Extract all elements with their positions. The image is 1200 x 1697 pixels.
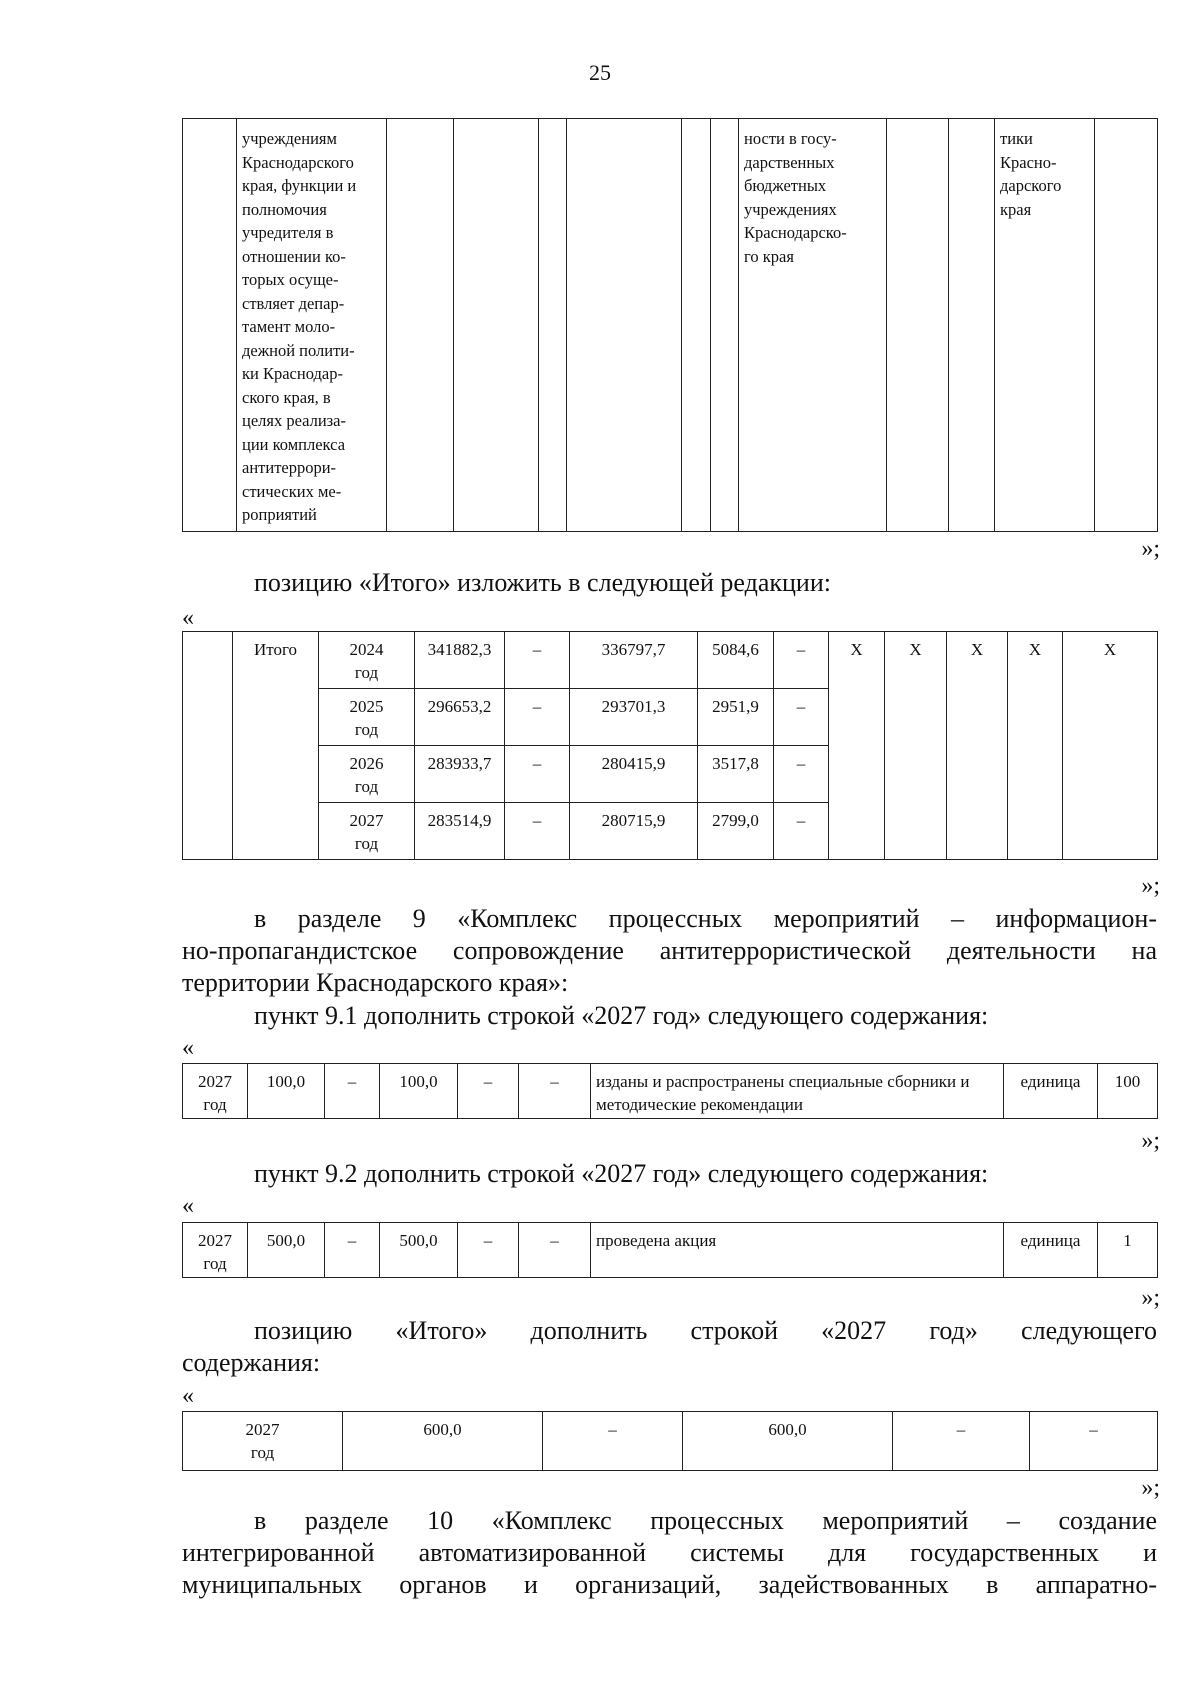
year-cell: 2027 год [183,1412,343,1471]
itogo-table [182,631,1158,860]
paragraph-9-1: пункт 9.1 дополнить строкой «2027 год» следующего содержания: [254,1001,989,1030]
value-cell: 100 [1098,1064,1158,1119]
total-cell: 600,0 [343,1412,543,1471]
table-cell-indicator: ности в госу- дарственных бюджетных учреждениях Краснодарско- го края [739,119,887,532]
reg-cell: 280415,9 [570,746,698,803]
open-quote: « [182,1035,194,1061]
other-cell: – [519,1223,591,1278]
table-cell-recipients: учреждениям Краснодарского края, функции и полномочия учредителя в отношении ко- торых осуще- ствляет депар- тамент моло- дежной полити- ки Краснодар- ского края, в целях реализа- ции комплекса антитеррори- стических ме- роприятий [237,119,387,532]
local-cell: 3517,8 [698,746,774,803]
other-cell: – [774,689,829,746]
fed-cell: – [505,746,570,803]
table-cell [454,119,539,532]
reg-cell: 500,0 [380,1223,458,1278]
x-mark: Х [829,632,885,860]
total-cell: 283933,7 [415,746,505,803]
row-9-2-table [182,1222,1158,1278]
year-cell: 2025 год [319,689,415,746]
table-cell [682,119,711,532]
table-cell [387,119,454,532]
close-quote: »; [1141,536,1160,562]
table-cell [1095,119,1158,532]
paragraph-section-10: в разделе 10 «Комплекс процессных мероприятий – создание интегрированной автоматизированной системы для государственных и муниципальных органов и организаций, задействованных в аппаратно- [182,1506,1157,1599]
local-cell: 2951,9 [698,689,774,746]
fed-cell: – [325,1064,380,1119]
continuation-table [182,118,1158,532]
paragraph-9-2: пункт 9.2 дополнить строкой «2027 год» следующего содержания: [254,1159,989,1188]
reg-cell: 100,0 [380,1064,458,1119]
table-cell [539,119,567,532]
other-cell: – [774,746,829,803]
open-quote: « [182,1193,194,1219]
table-row [183,632,1158,689]
x-mark: Х [947,632,1008,860]
fed-cell: – [325,1223,380,1278]
paragraph-itogo-2: позицию «Итого» дополнить строкой «2027 год» следующего содержания: [182,1316,1157,1377]
other-cell: – [1030,1412,1158,1471]
unit-cell: единица [1004,1064,1098,1119]
total-cell: 500,0 [248,1223,325,1278]
close-quote: »; [1141,1285,1160,1311]
table-cell [711,119,739,532]
unit-cell: единица [1004,1223,1098,1278]
itogo-label: Итого [233,632,319,860]
total-cell: 296653,2 [415,689,505,746]
open-quote: « [182,1383,194,1409]
table-row [183,1223,1158,1278]
table-row [183,1064,1158,1119]
close-quote: »; [1141,1128,1160,1154]
year-cell: 2027 год [183,1223,248,1278]
year-cell: 2027 год [319,803,415,860]
value-cell: 1 [1098,1223,1158,1278]
local-cell: 2799,0 [698,803,774,860]
local-cell: 5084,6 [698,632,774,689]
x-mark: Х [1008,632,1063,860]
close-quote: »; [1141,1475,1160,1501]
reg-cell: 293701,3 [570,689,698,746]
local-cell: – [458,1064,519,1119]
other-cell: – [774,632,829,689]
table-cell [887,119,949,532]
table-cell [949,119,995,532]
result-cell: изданы и распространены специальные сборники и методические рекомендации [591,1064,1004,1119]
paragraph-section-9: в разделе 9 «Комплекс процессных мероприятий – информацион- но-пропагандистское сопровождение антитеррористической деятельности на территории Краснодарского края»: [182,904,1157,997]
table-cell-executor: тики Красно- дарского края [995,119,1095,532]
reg-cell: 600,0 [683,1412,893,1471]
fed-cell: – [505,689,570,746]
table-cell [567,119,682,532]
total-cell: 100,0 [248,1064,325,1119]
other-cell: – [774,803,829,860]
total-cell: 341882,3 [415,632,505,689]
other-cell: – [519,1064,591,1119]
page-number: 25 [589,60,611,85]
year-cell: 2027 год [183,1064,248,1119]
itogo-2027-table [182,1411,1158,1471]
result-cell: проведена акция [591,1223,1004,1278]
close-quote: »; [1141,873,1160,899]
reg-cell: 280715,9 [570,803,698,860]
table-cell [183,119,237,532]
reg-cell: 336797,7 [570,632,698,689]
local-cell: – [458,1223,519,1278]
table-row [183,1412,1158,1471]
total-cell: 283514,9 [415,803,505,860]
x-mark: Х [885,632,947,860]
paragraph-itogo: позицию «Итого» изложить в следующей редакции: [254,568,831,597]
table-cell [183,632,233,860]
fed-cell: – [543,1412,683,1471]
fed-cell: – [505,803,570,860]
open-quote: « [182,605,194,631]
year-cell: 2024 год [319,632,415,689]
fed-cell: – [505,632,570,689]
local-cell: – [893,1412,1030,1471]
year-cell: 2026 год [319,746,415,803]
row-9-1-table [182,1063,1158,1119]
x-mark: Х [1063,632,1158,860]
table-row [183,119,1158,532]
